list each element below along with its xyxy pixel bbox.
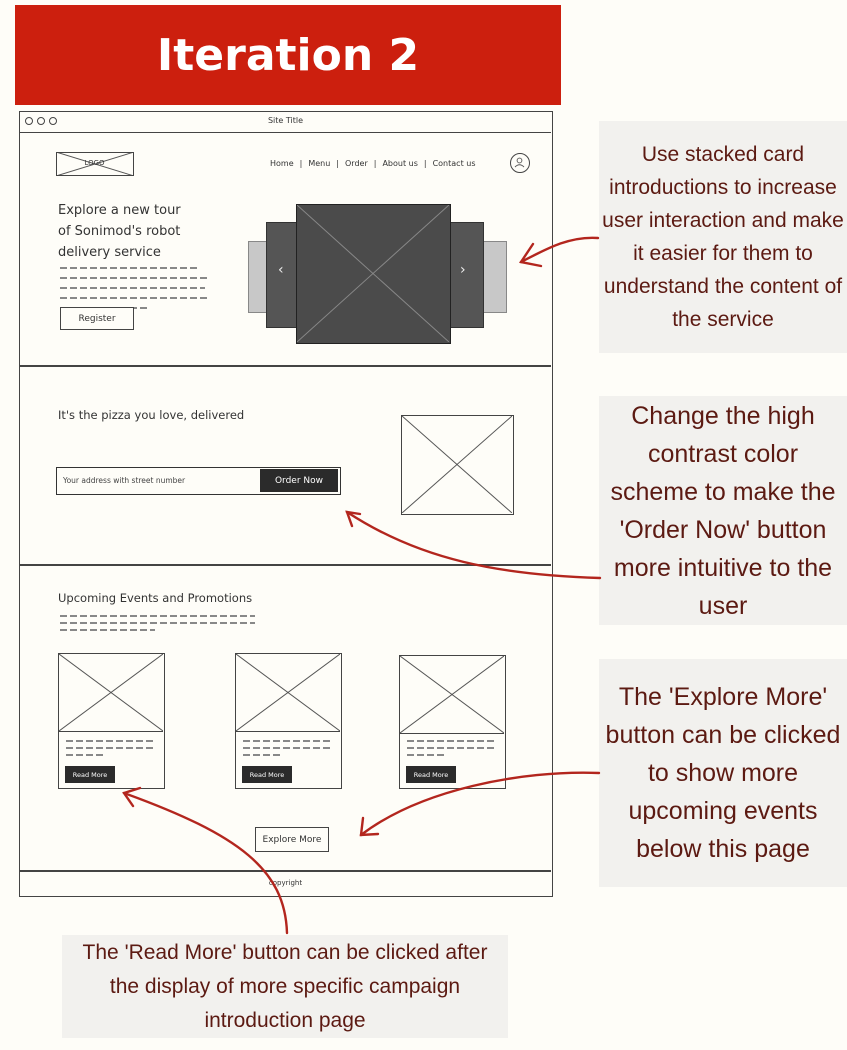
footer-copyright: copyright (268, 879, 303, 887)
nav-divider: | (373, 159, 377, 168)
carousel-back-card (481, 241, 507, 313)
nav-divider: | (336, 159, 339, 168)
hero-heading-line: of Sonimod's robot (58, 224, 181, 239)
main-nav (270, 159, 475, 168)
nav-item-home[interactable]: Home (270, 159, 294, 168)
image-placeholder-icon (236, 654, 340, 732)
read-more-button[interactable]: Read More (406, 766, 456, 783)
hero-body-scribble (60, 267, 210, 309)
order-image-placeholder (401, 415, 514, 515)
event-card (58, 653, 165, 789)
annotation-explore-note (599, 659, 847, 887)
nav-item-contact[interactable]: Contact us (432, 159, 476, 168)
card-text-scribble (66, 740, 154, 756)
nav-item-menu[interactable]: Menu (308, 159, 331, 168)
annotation-read-more-text: The 'Read More' button can be clicked after the display of more specific campaign introduction page (82, 940, 488, 1032)
carousel-next-icon[interactable]: › (460, 262, 466, 278)
carousel-side-card (448, 222, 484, 328)
order-heading: It's the pizza you love, delivered (58, 408, 245, 422)
section-divider (20, 365, 551, 367)
hero-heading-line: delivery service (58, 245, 161, 260)
read-more-button[interactable]: Read More (242, 766, 292, 783)
events-body-scribble (60, 615, 255, 631)
section-divider (20, 564, 551, 566)
wireframe-window (19, 111, 553, 897)
address-input[interactable] (56, 467, 341, 495)
explore-more-button[interactable]: Explore More (255, 827, 329, 852)
hero-heading-line: Explore a new tour (58, 203, 181, 218)
annotation-carousel-text: Use stacked card introductions to increase user interaction and make it easier for them to understand the content of the service (602, 143, 844, 331)
nav-divider: | (423, 159, 427, 168)
annotation-read-more-note (62, 935, 508, 1038)
card-text-scribble (243, 740, 331, 756)
card-text-scribble (407, 740, 495, 756)
events-heading: Upcoming Events and Promotions (58, 591, 253, 605)
image-placeholder-icon (297, 205, 449, 342)
carousel-prev-icon[interactable]: ‹ (278, 262, 284, 278)
annotation-explore-text: The 'Explore More' button can be clicked to show more upcoming events below this page (605, 683, 841, 863)
window-title: Site Title (267, 116, 304, 125)
banner-title: Iteration 2 (156, 29, 420, 81)
hero-carousel (248, 204, 508, 346)
logo-text: LOGO (84, 159, 105, 167)
annotation-order-note (599, 396, 847, 625)
order-now-button[interactable]: Order Now (260, 469, 338, 492)
image-placeholder-icon (59, 654, 163, 732)
user-avatar-icon[interactable] (510, 153, 530, 173)
section-divider (20, 870, 551, 872)
event-card (235, 653, 342, 789)
annotation-carousel-note (599, 121, 847, 353)
iteration-banner (15, 5, 561, 105)
hero-heading (58, 200, 181, 263)
carousel-main-card (296, 204, 451, 344)
read-more-button[interactable]: Read More (65, 766, 115, 783)
image-placeholder-icon (402, 416, 512, 513)
register-button[interactable]: Register (60, 307, 134, 330)
image-placeholder-icon (400, 656, 504, 734)
nav-item-order[interactable]: Order (345, 159, 368, 168)
address-placeholder: Your address with street number (63, 476, 186, 485)
logo-placeholder (56, 152, 134, 176)
event-card (399, 655, 506, 789)
nav-divider: | (299, 159, 303, 168)
nav-item-about[interactable]: About us (382, 159, 418, 168)
window-title-bar (20, 112, 551, 133)
annotation-order-text: Change the high contrast color scheme to make the 'Order Now' button more intuitive to the user (610, 401, 836, 620)
